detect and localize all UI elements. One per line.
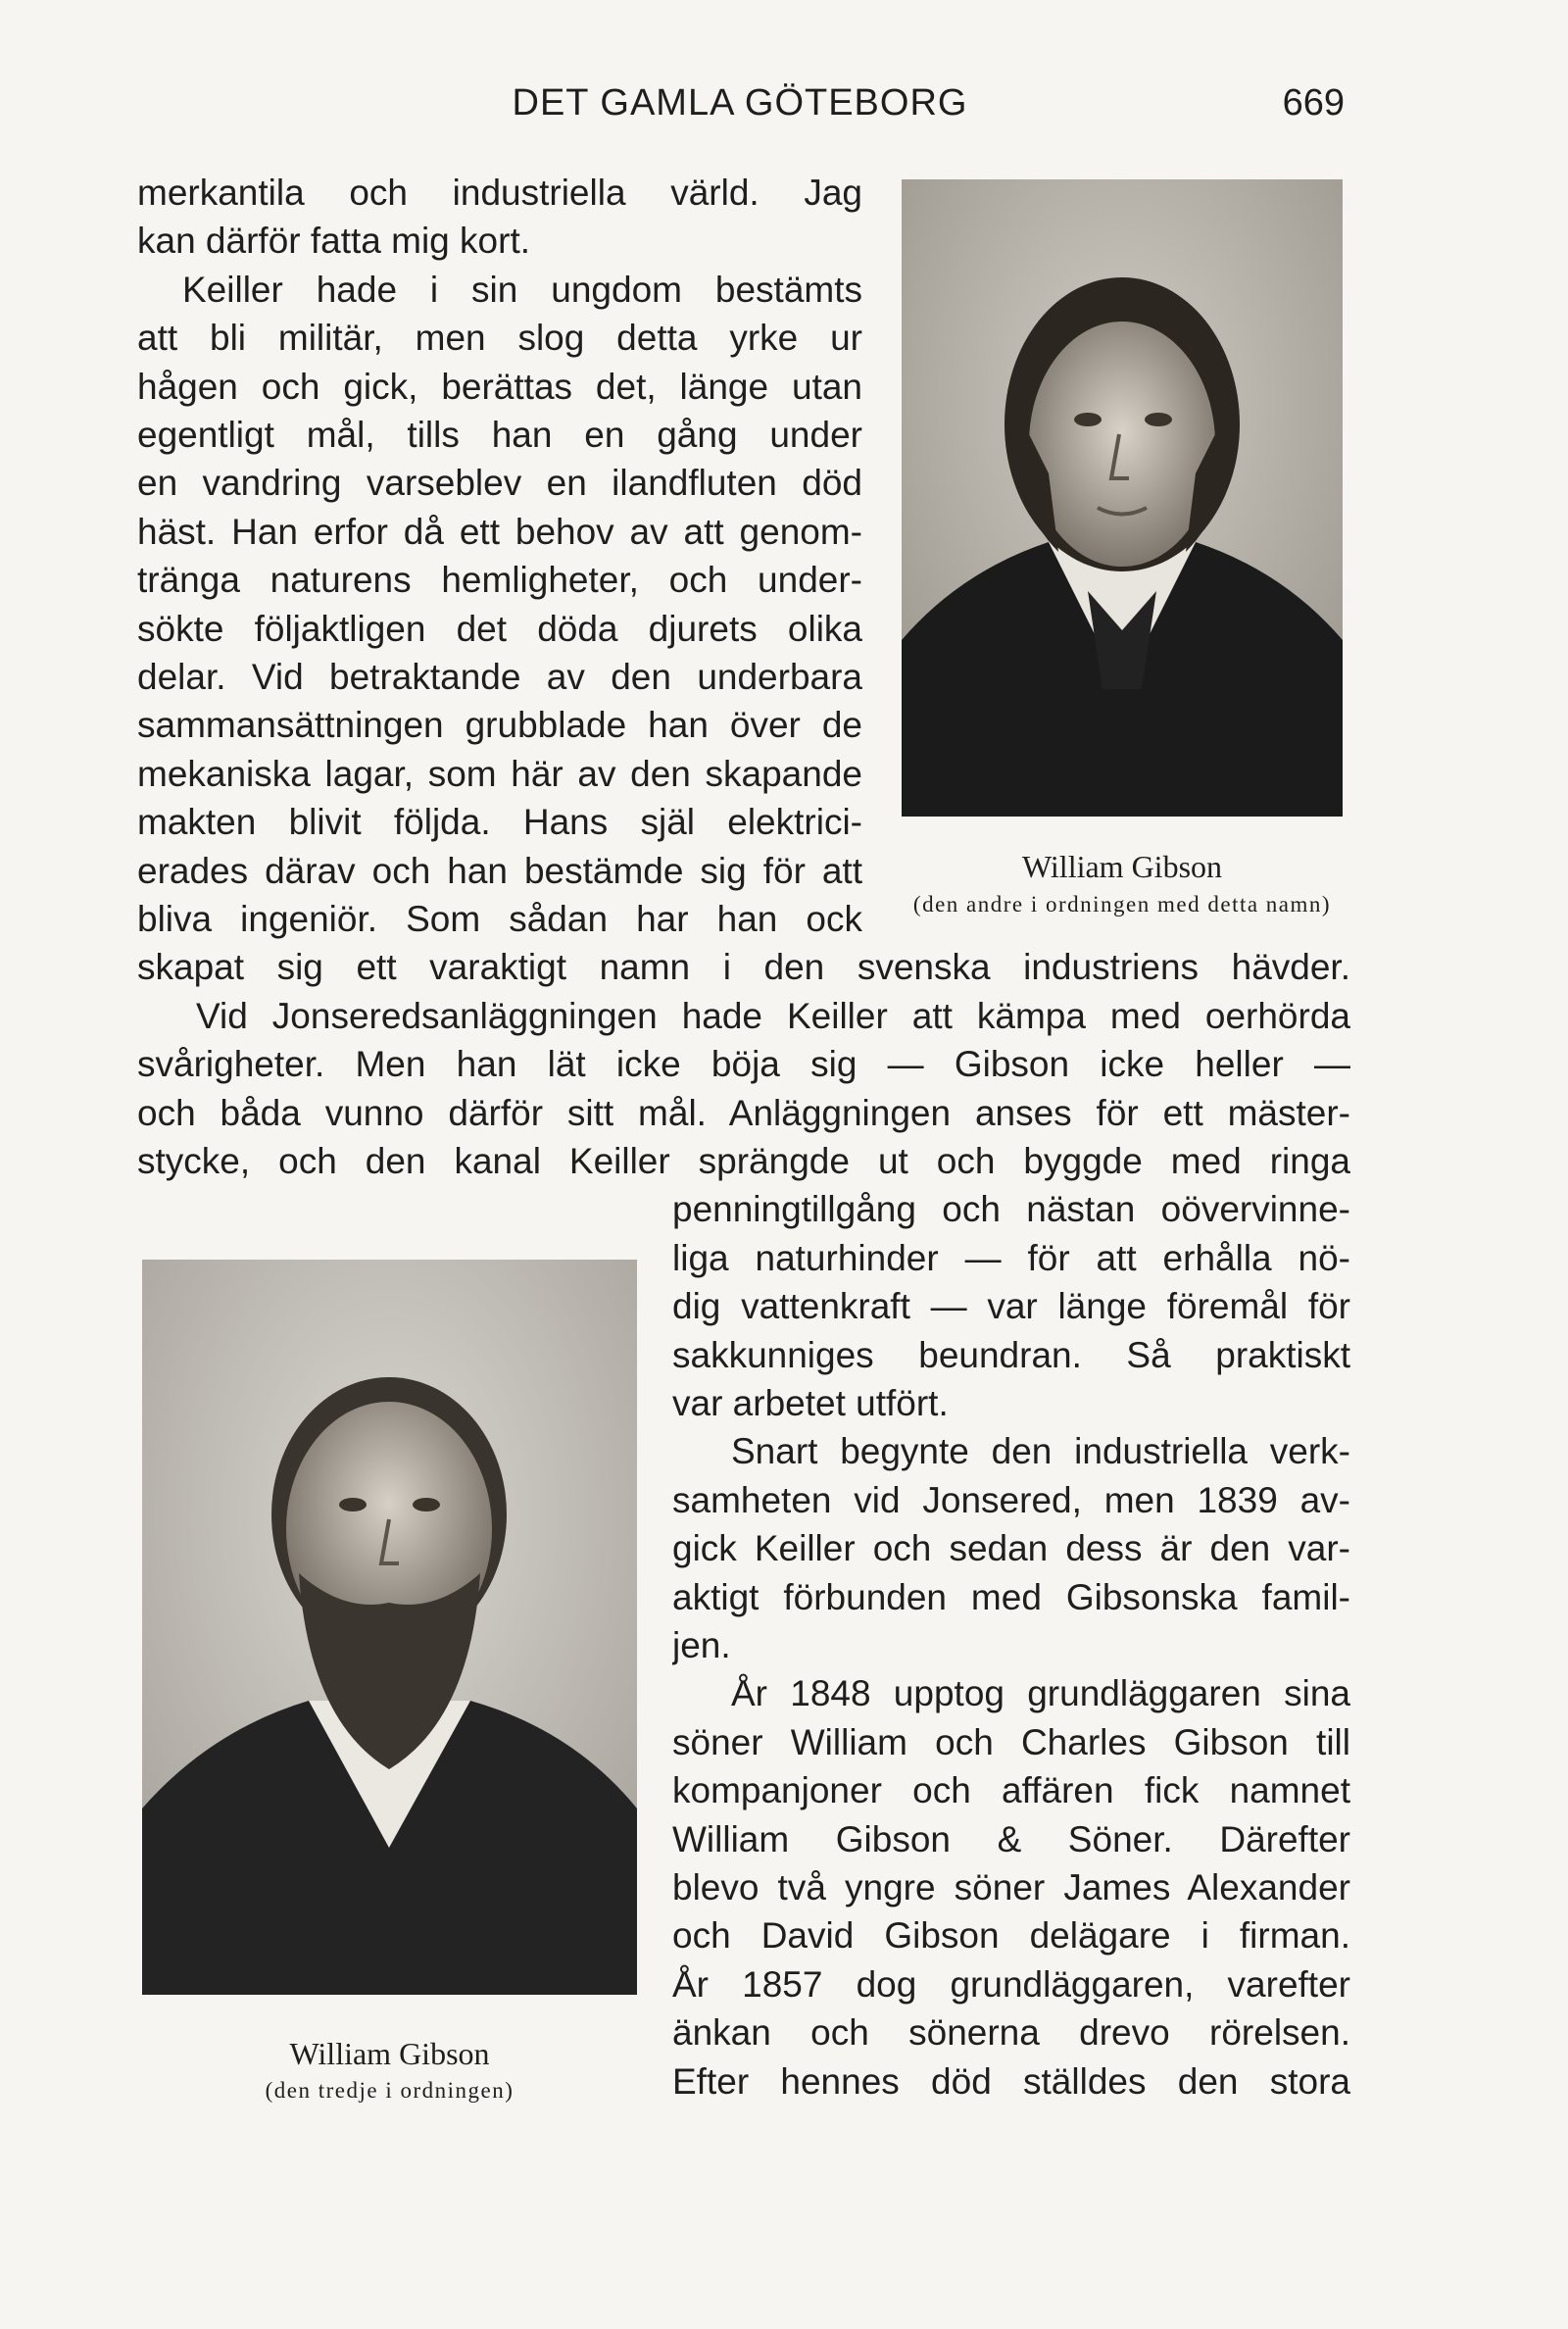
text-line: penningtillgång och nästan oövervinne-: [672, 1189, 1350, 1230]
text-line: sökte följaktligen det döda djurets olika: [137, 608, 862, 649]
text-line: delar. Vid betraktande av den underbara: [137, 657, 862, 697]
text-line: sammansättningen grubblade han över de: [137, 705, 862, 746]
text-line: Snart begynte den industriella verk-: [731, 1431, 1350, 1472]
text-line: År 1848 upptog grundläggaren sina: [731, 1673, 1350, 1714]
text-line: aktigt förbunden med Gibsonska famil-: [672, 1576, 1350, 1617]
text-line: Efter hennes död ställdes den stora: [672, 2060, 1350, 2102]
text-line: häst. Han erfor då ett behov av att genom-: [137, 511, 862, 552]
text-line: kompanjoner och affären fick namnet: [672, 1770, 1350, 1811]
portrait-photo-1: [902, 179, 1343, 817]
running-header: [135, 82, 1345, 141]
text-line: Keiller hade i sin ungdom bestämts: [182, 269, 862, 310]
text-line: blevo två yngre söner James Alexander: [672, 1867, 1350, 1908]
text-line: och David Gibson delägare i firman.: [672, 1915, 1350, 1957]
text-line: stycke, och den kanal Keiller sprängde ut och byggde med ringa: [137, 1141, 1350, 1181]
text-line: söner William och Charles Gibson till: [672, 1721, 1350, 1762]
figure-1-caption: William Gibson: [1021, 849, 1223, 884]
text-line: änkan och sönerna drevo rörelsen.: [672, 2012, 1350, 2054]
text-line: liga naturhinder — för att erhålla nö-: [672, 1237, 1350, 1278]
text-line: hågen och gick, berättas det, länge utan: [137, 366, 862, 407]
text-line: mekaniska lagar, som här av den skapande: [137, 753, 862, 794]
text-line: dig vattenkraft — var länge föremål för: [672, 1286, 1350, 1327]
page-number: 669: [1282, 82, 1345, 124]
text-line: bliva ingeniör. Som sådan har han ock: [137, 899, 862, 939]
figure-1-subtitle: (den andre i ordningen med detta namn): [912, 892, 1332, 917]
text-line: var arbetet utfört.: [672, 1383, 949, 1423]
text-line: jen.: [672, 1625, 731, 1665]
text-line: en vandring varseblev en ilandfluten död: [137, 463, 862, 504]
text-line: att bli militär, men slog detta yrke ur: [137, 318, 862, 359]
figure-2-caption: William Gibson: [289, 2036, 490, 2071]
text-line: skapat sig ett varaktigt namn i den svenska industriens hävder.: [137, 947, 1350, 988]
text-line: och båda vunno därför sitt mål. Anläggningen anses för ett mäster-: [137, 1092, 1350, 1133]
text-line: År 1857 dog grundläggaren, varefter: [672, 1963, 1350, 2005]
text-line: makten blivit följda. Hans själ elektrici-: [137, 802, 862, 843]
figure-2-subtitle: (den tredje i ordningen): [265, 2078, 514, 2103]
text-line: svårigheter. Men han lät icke böja sig — Gibson icke heller —: [137, 1044, 1350, 1085]
text-line: William Gibson & Söner. Därefter: [672, 1818, 1350, 1859]
text-line: egentligt mål, tills han en gång under: [137, 415, 862, 455]
portrait-photo-2: [142, 1260, 637, 1995]
text-line: erades därav och han bestämde sig för att: [137, 850, 862, 891]
text-line: kan därför fatta mig kort.: [137, 221, 531, 262]
text-line: sakkunniges beundran. Så praktiskt: [672, 1334, 1350, 1375]
text-line: gick Keiller och sedan dess är den var-: [672, 1528, 1350, 1569]
text-line: merkantila och industriella värld. Jag: [137, 173, 862, 213]
text-line: Vid Jonseredsanläggningen hade Keiller att kämpa med oerhörda: [196, 995, 1350, 1036]
text-line: tränga naturens hemligheter, och under-: [137, 560, 862, 601]
running-title: DET GAMLA GÖTEBORG: [512, 82, 968, 124]
text-line: samheten vid Jonsered, men 1839 av-: [672, 1479, 1350, 1520]
